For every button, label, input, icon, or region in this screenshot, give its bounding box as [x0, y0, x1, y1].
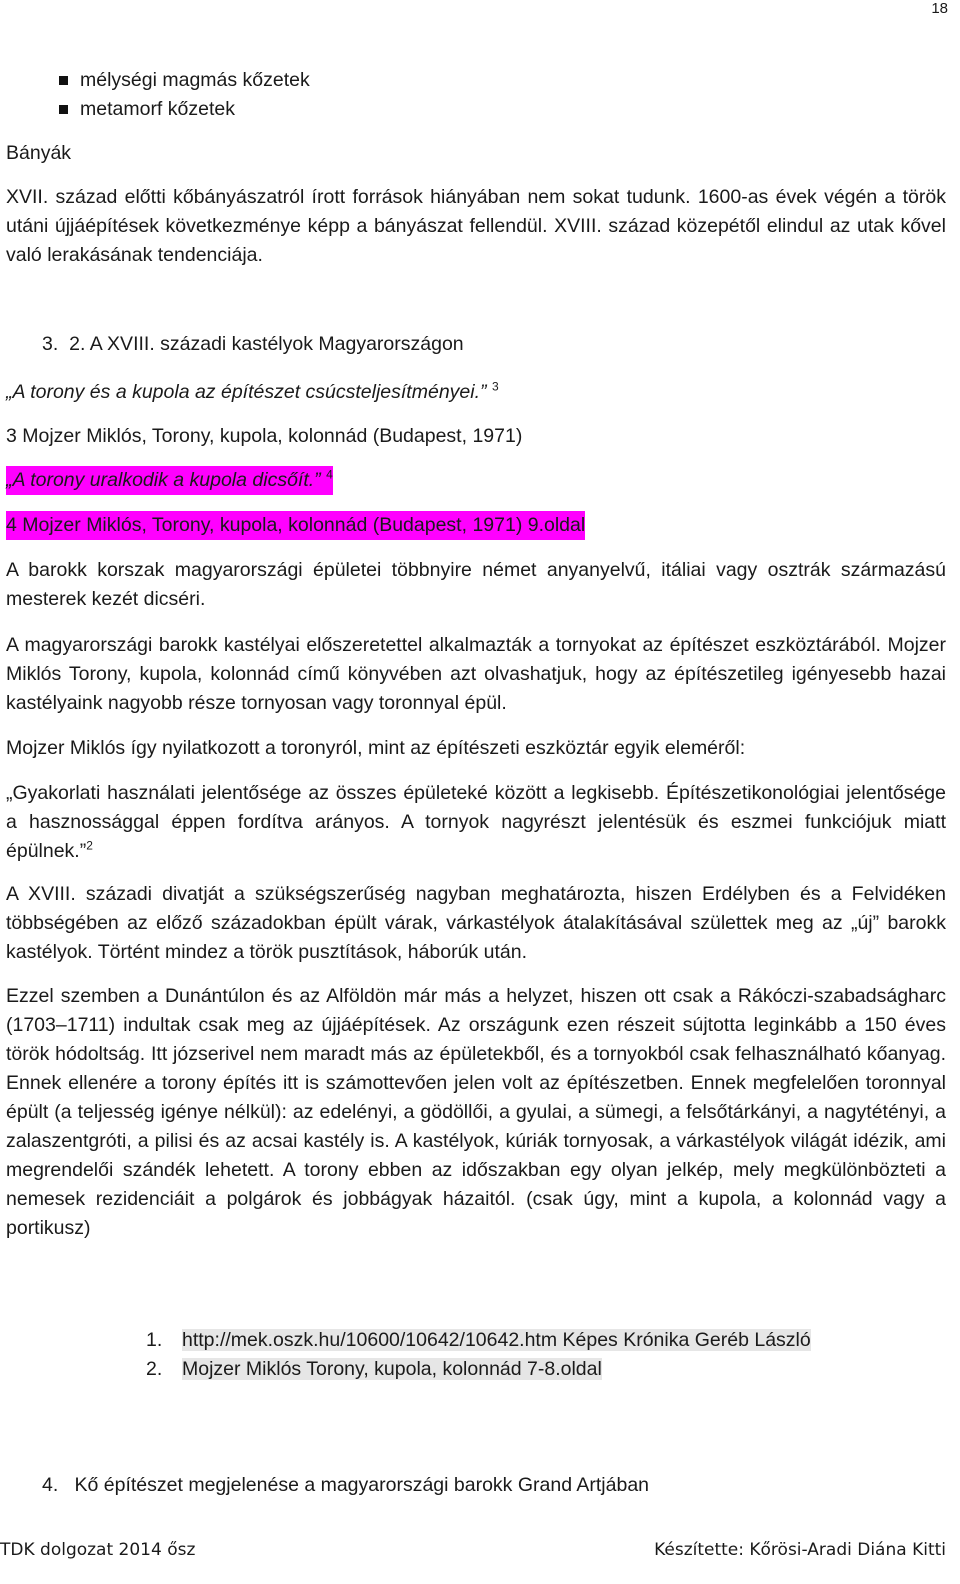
- bullet-item: metamorf kőzetek: [70, 95, 310, 124]
- quote-1-text: „A torony és a kupola az építészet csúcsteljesítményei.”: [6, 381, 487, 403]
- reference-item: [146, 1326, 811, 1355]
- reference-3: 3 Mojzer Miklós, Torony, kupola, kolonnád (Budapest, 1971): [6, 425, 523, 447]
- paragraph-1: A barokk korszak magyarországi épületei többnyire német anyanyelvű, itáliai vagy osztrák származású mesterek kezét dicséri.: [6, 559, 946, 610]
- footnote-mark-2: 2: [86, 838, 93, 853]
- paragraph-2: A magyarországi barokk kastélyai előszeretettel alkalmazták a tornyokat az építészet eszköztárából. Mojzer Miklós Torony, kupola, kolonnád című könyvében azt olvashatjuk, hogy az építészetileg igényesebb hazai kastélyaink nagyobb része tornyosan vagy toronnyal épül.: [6, 634, 946, 714]
- reference-number: 2.: [146, 1358, 163, 1380]
- reference-text: Mojzer Miklós Torony, kupola, kolonnád 7-8.oldal: [182, 1358, 602, 1380]
- bullet-list: [70, 66, 310, 124]
- reference-list: [146, 1326, 811, 1384]
- quote-2-text: „A torony uralkodik a kupola dicsőít.”: [6, 469, 321, 491]
- footnote-mark-3: 3: [491, 379, 499, 394]
- footer-right: Készítette: Kőrösi-Aradi Diána Kitti: [654, 1540, 946, 1560]
- quote-2-highlighted: [6, 466, 333, 495]
- section-heading: 3. 2. A XVIII. századi kastélyok Magyarországon: [42, 333, 464, 355]
- page-number: 18: [931, 0, 948, 17]
- footer-left: TDK dolgozat 2014 ősz: [0, 1540, 196, 1560]
- paragraph-5: Ezzel szemben a Dunántúlon és az Alföldön már más a helyzet, hiszen ott csak a Rákóczi-szabadságharc (1703–1711) indultak csak meg az újjáépítések. Az országunk ezen részeit sújtotta leginkább a 150 éves török hódoltság. Itt józserivel nem maradt más az épületekből, és a tornyokból csak felhasználható kőanyag. Ennek ellenére a torony építés itt is számottevően jelen volt az építészetben. Ennek megfelelően toronnyal épült (a teljesség igénye nélkül): az edelényi, a gödöllői, a gyulai, a sümegi, a felsőtárkányi, a nagytétényi, a zalaszentgróti, a pilisi és az acsai kastély is. A kastélyok, kúriák tornyosak, a várkastélyok világát idézik, ami megrendelői szándék lehetett. A torony ebben az időszakban egy olyan jelkép, mely megkülönbözteti a nemesek rezidenciáit a polgárok és jobbágyak házaitól. (csak úgy, mint a kupola, a kolonnád vagy a portikusz): [6, 985, 946, 1239]
- heading-banyak: Bányák: [6, 142, 72, 164]
- quote-3-text: „Gyakorlati használati jelentősége az összes épületeké között a legkisebb. Építészetikonológiai jelentősége a hasznossággal éppen fordítva arányos. A tornyok nagyrészt jelentésük és eszmei funkciójuk miatt épülnek.”: [6, 782, 946, 862]
- quote-1: [6, 378, 499, 407]
- paragraph-4: A XVIII. századi divatját a szükségszerűség nagyban meghatározta, hiszen Erdélyben és a Felvidéken többségében az előző századokban épült várak, várkastélyok átalakításával születtek meg az „új” barokk kastélyok. Történt mindez a török pusztítások, háborúk után.: [6, 883, 946, 963]
- paragraph-3: Mojzer Miklós így nyilatkozott a toronyról, mint az építészeti eszköztár egyik eleméről:: [6, 737, 746, 759]
- reference-item: [146, 1355, 811, 1384]
- reference-number: 1.: [146, 1329, 163, 1351]
- paragraph-banyak: XVII. század előtti kőbányászatról írott források hiányában nem sokat tudunk. 1600-as évek végén a török utáni újjáépítések következménye képp a bányászat fellendül. XVIII. század közepétől elindul az utak kővel való lerakásának tendenciája.: [6, 186, 946, 266]
- footnote-mark-4: 4: [326, 467, 333, 482]
- reference-4-highlighted: 4 Mojzer Miklós, Torony, kupola, kolonnád (Budapest, 1971) 9.oldal: [6, 511, 585, 540]
- quote-3: [6, 779, 946, 866]
- next-section-heading: 4. Kő építészet megjelenése a magyarországi barokk Grand Artjában: [42, 1474, 650, 1496]
- reference-link[interactable]: http://mek.oszk.hu/10600/10642/10642.htm Képes Krónika Geréb László: [182, 1329, 811, 1351]
- bullet-item: mélységi magmás kőzetek: [70, 66, 310, 95]
